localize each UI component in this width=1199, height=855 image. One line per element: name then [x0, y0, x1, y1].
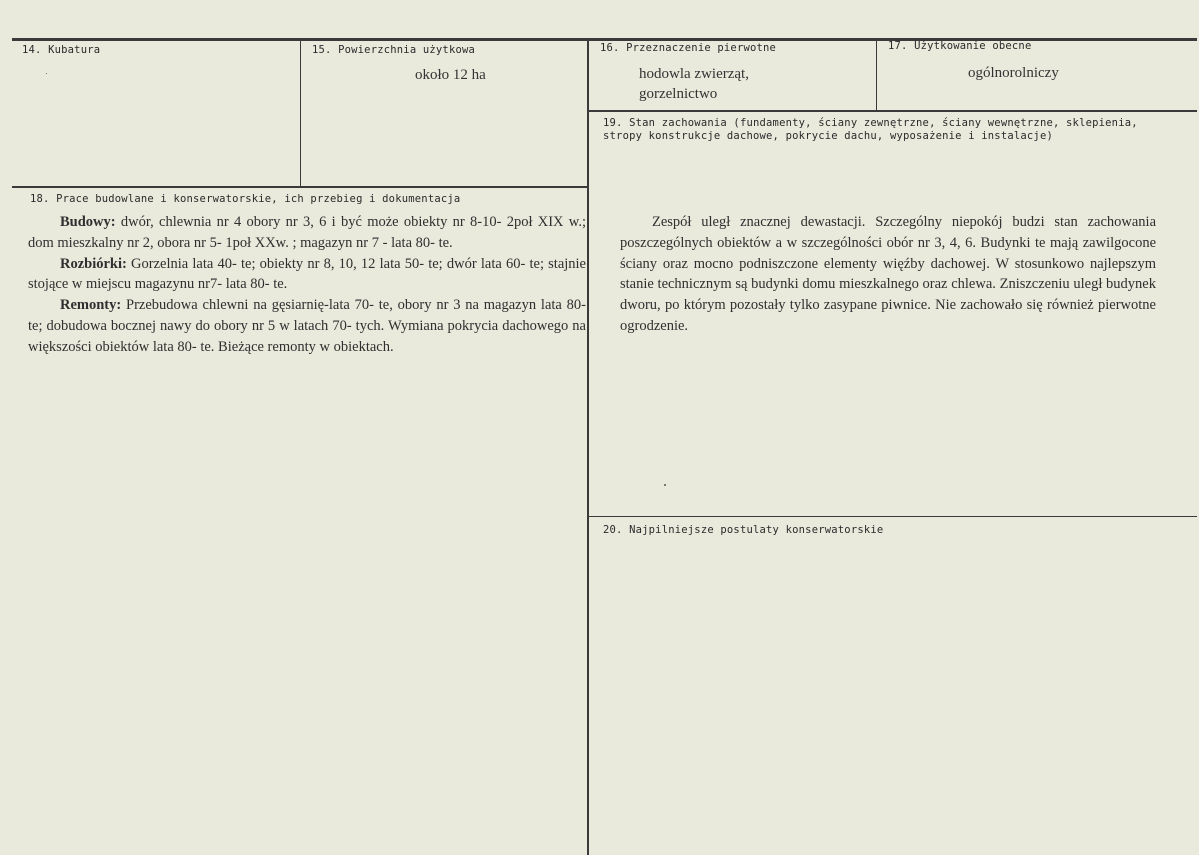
- remonty-paragraph: [28, 295, 586, 357]
- field-15-label: 15. Powierzchnia użytkowa: [312, 44, 476, 56]
- field-18-text: [28, 212, 586, 358]
- rozbiorki-text: Gorzelnia lata 40- te; obiekty nr 8, 10, 12 lata 50- te; dwór lata 60- te; stajnie stojące w miejscu magazynu nr7- lata 80- te.: [28, 255, 586, 293]
- field-16-label: 16. Przeznaczenie pierwotne: [600, 42, 777, 54]
- field-14-label: 14. Kubatura: [22, 44, 101, 56]
- budowy-paragraph: [28, 212, 586, 254]
- field-15-value: około 12 ha: [415, 67, 486, 83]
- rozbiorki-paragraph: [28, 254, 586, 296]
- divider-left-right: [587, 41, 589, 855]
- speck: [46, 73, 47, 74]
- field-16-value-line2: gorzelnictwo: [639, 86, 718, 102]
- budowy-text: dwór, chlewnia nr 4 obory nr 3, 6 i być może obiekty nr 8-10- 2poł XIX w.; dom mieszkalny nr 2, obora nr 5- 1poł XXw. ; magazyn nr 7 - lata 80- te.: [28, 214, 586, 251]
- budowy-heading: Budowy:: [60, 214, 116, 230]
- field-19-label: 19. Stan zachowania (fundamenty, ściany zewnętrzne, ściany wewnętrzne, sklepienia, stropy konstrukcje dachowe, pokrycie dachu, wyposażenie i instalacje): [603, 117, 1138, 142]
- divider-14-15: [300, 41, 301, 186]
- field-19-text: [620, 212, 1156, 337]
- field-20-label: 20. Najpilniejsze postulaty konserwatorskie: [603, 524, 884, 536]
- divider-16-17: [876, 41, 877, 111]
- field-16-value-line1: hodowla zwierząt,: [639, 66, 749, 82]
- field-18-label: 18. Prace budowlane i konserwatorskie, ich przebieg i dokumentacja: [30, 193, 461, 205]
- field-17-value: ogólnorolniczy: [968, 65, 1059, 81]
- rule-above-18: [12, 186, 588, 188]
- field-19-paragraph: Zespół uległ znacznej dewastacji. Szczególny niepokój budzi stan zachowania poszczególnych obiektów a w szczególności obór nr 3, 4, 6. Budynki te mają zawilgocone ściany oraz mocno podniszczone elementy więźby dachowej. W stosunkowo najlepszym stanie technicznym są budynki domu mieszkalnego oraz chlewa. Zniszczeniu uległ budynek dworu, po którym pozostały tylko zasypane piwnice. Nie zachowało się również pierwotne ogrodzenie.: [620, 214, 1156, 334]
- rule-above-19: [589, 110, 1197, 112]
- speck: [664, 484, 666, 486]
- rule-above-20: [589, 516, 1197, 517]
- field-17-label: 17. Użytkowanie obecne: [888, 40, 1032, 52]
- remonty-text: Przebudowa chlewni na gęsiarnię-lata 70- te, obory nr 3 na magazyn lata 80- te; dobudowa bocznej nawy do obory nr 5 w latach 70- tych. Wymiana pokrycia dachowego na większości obiektów lata 80- te. Bieżące remonty w obiektach.: [28, 297, 586, 355]
- rozbiorki-heading: Rozbiórki:: [60, 255, 127, 272]
- remonty-heading: Remonty:: [60, 297, 122, 314]
